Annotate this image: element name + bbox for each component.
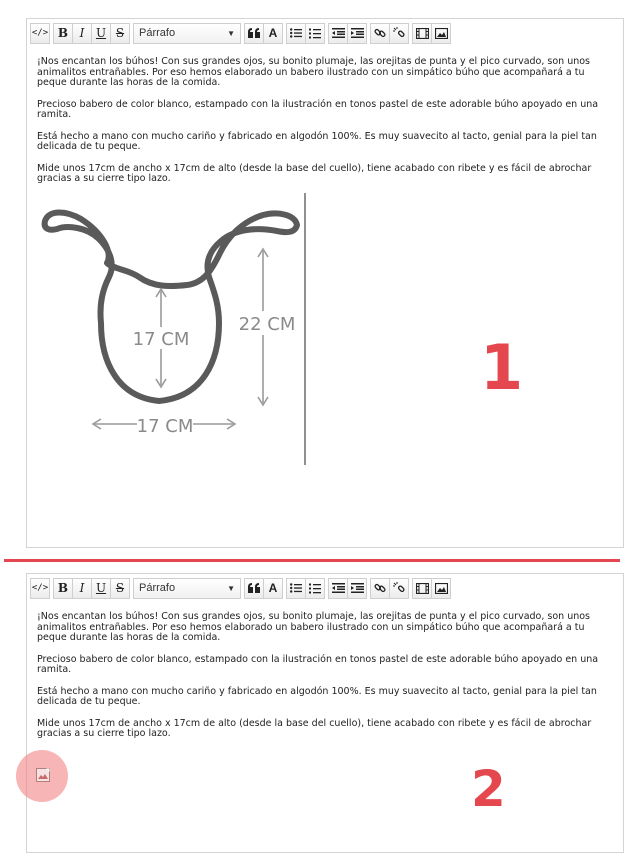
blockquote-icon <box>248 28 260 38</box>
bullet-list-icon <box>290 583 302 593</box>
code-view-button[interactable]: </> <box>30 23 50 44</box>
divider <box>4 559 620 562</box>
paragraph: ¡Nos encantan los búhos! Con sus grandes ojos, su bonito plumaje, las orejitas de punta y el pico curvado, son unos animalitos entrañables. Por eso hemos elaborado un babero ilustrado con un simpático búho que acompañará a tu peque durante las horas de la comida. <box>37 611 591 643</box>
format-select[interactable] <box>133 23 241 44</box>
font-color-button[interactable]: A <box>263 578 283 599</box>
outdent-icon <box>332 583 345 593</box>
numbered-list-icon <box>309 583 321 594</box>
bib-size-image[interactable] <box>37 193 327 465</box>
unlink-icon <box>393 27 405 39</box>
link-icon <box>374 582 386 594</box>
unlink-button[interactable] <box>389 23 409 44</box>
editor-toolbar <box>27 19 623 47</box>
strikethrough-button[interactable]: S <box>110 23 130 44</box>
underline-button[interactable]: U <box>91 23 111 44</box>
format-select-value: Párrafo <box>139 27 176 39</box>
numbered-list-button[interactable] <box>305 578 325 599</box>
unlink-icon <box>393 582 405 594</box>
indent-button[interactable] <box>347 23 367 44</box>
paragraph: ¡Nos encantan los búhos! Con sus grandes ojos, su bonito plumaje, las orejitas de punta y el pico curvado, son unos animalitos entrañables. Por eso hemos elaborado un babero ilustrado con un simpático búho que acompañará a tu peque durante las horas de la comida. <box>37 56 591 88</box>
bold-button[interactable]: B <box>53 23 73 44</box>
rich-text-editor-1[interactable] <box>26 18 624 548</box>
indent-button[interactable] <box>347 578 367 599</box>
indent-icon <box>351 583 364 593</box>
indent-icon <box>351 28 364 38</box>
step-marker-2: 2 <box>471 760 506 818</box>
chevron-down-icon: ▼ <box>227 28 235 38</box>
blockquote-button[interactable] <box>244 23 264 44</box>
chevron-down-icon: ▼ <box>227 583 235 593</box>
italic-button[interactable]: I <box>72 578 92 599</box>
outdent-icon <box>332 28 345 38</box>
image-button[interactable] <box>431 578 451 599</box>
numbered-list-button[interactable] <box>305 23 325 44</box>
underline-button[interactable]: U <box>91 578 111 599</box>
paragraph: Precioso babero de color blanco, estampado con la ilustración en tonos pastel de este adorable búho apoyado en una ramita. <box>37 98 599 120</box>
rich-text-editor-2[interactable] <box>26 573 624 853</box>
link-button[interactable] <box>370 23 390 44</box>
editor-content[interactable] <box>27 602 623 740</box>
numbered-list-icon <box>309 28 321 39</box>
code-view-button[interactable]: </> <box>30 578 50 599</box>
paragraph: Mide unos 17cm de ancho x 17cm de alto (desde la base del cuello), tiene acabado con ribete y es fácil de abrochar gracias a su cierre tipo lazo. <box>37 162 592 184</box>
format-select-value: Párrafo <box>139 582 176 594</box>
bold-button[interactable]: B <box>53 578 73 599</box>
editor-toolbar <box>27 574 623 602</box>
outdent-button[interactable] <box>328 23 348 44</box>
broken-image-icon[interactable] <box>36 768 50 782</box>
video-icon <box>416 28 429 39</box>
height-total-label: 22 CM <box>238 313 296 335</box>
bib-shape <box>45 212 297 401</box>
video-button[interactable] <box>412 578 432 599</box>
bullet-list-button[interactable] <box>286 578 306 599</box>
format-select[interactable] <box>133 578 241 599</box>
link-icon <box>374 27 386 39</box>
video-button[interactable] <box>412 23 432 44</box>
italic-button[interactable]: I <box>72 23 92 44</box>
blockquote-button[interactable] <box>244 578 264 599</box>
font-color-button[interactable]: A <box>263 23 283 44</box>
link-button[interactable] <box>370 578 390 599</box>
unlink-button[interactable] <box>389 578 409 599</box>
editor-content[interactable] <box>27 47 623 465</box>
paragraph: Mide unos 17cm de ancho x 17cm de alto (desde la base del cuello), tiene acabado con ribete y es fácil de abrochar gracias a su cierre tipo lazo. <box>37 717 592 739</box>
width-label: 17 CM <box>136 415 194 437</box>
image-button[interactable] <box>431 23 451 44</box>
strikethrough-button[interactable]: S <box>110 578 130 599</box>
bullet-list-icon <box>290 28 302 38</box>
bib-diagram <box>37 193 327 465</box>
image-icon <box>435 583 448 594</box>
outdent-button[interactable] <box>328 578 348 599</box>
paragraph: Está hecho a mano con mucho cariño y fabricado en algodón 100%. Es muy suavecito al tacto, genial para la piel tan delicada de tu peque. <box>37 685 597 707</box>
step-marker-1: 1 <box>480 331 524 404</box>
paragraph: Precioso babero de color blanco, estampado con la ilustración en tonos pastel de este adorable búho apoyado en una ramita. <box>37 653 599 675</box>
blockquote-icon <box>248 583 260 593</box>
height-inner-label: 17 CM <box>132 328 190 350</box>
bullet-list-button[interactable] <box>286 23 306 44</box>
paragraph: Está hecho a mano con mucho cariño y fabricado en algodón 100%. Es muy suavecito al tacto, genial para la piel tan delicada de tu peque. <box>37 130 597 152</box>
video-icon <box>416 583 429 594</box>
image-icon <box>435 28 448 39</box>
